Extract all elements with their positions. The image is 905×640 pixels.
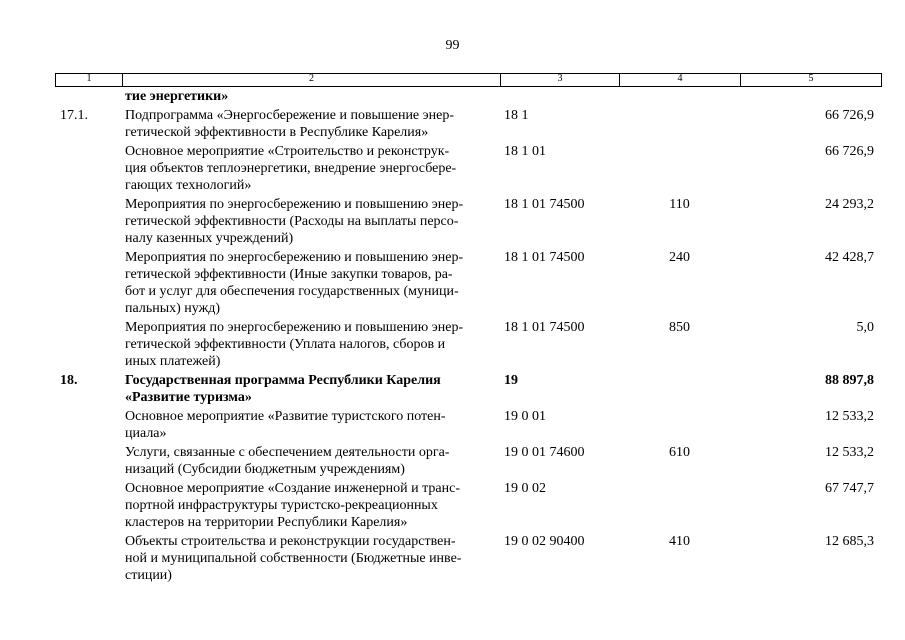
budget-table-body — [55, 88, 881, 586]
row-code: 19 0 02 — [504, 481, 546, 496]
row-expense-kind: 240 — [669, 250, 690, 265]
row-number — [55, 88, 122, 107]
row-number: 17.1. — [60, 108, 88, 123]
row-name: Мероприятия по энергосбережению и повышению энер- гетической эффективности (Расходы на выплаты персо- налу казенных учреждений) — [125, 197, 464, 246]
row-name: Основное мероприятие «Создание инженерной и транс- портной инфраструктуры туристско-рекреационных кластеров на территории Республики Карелия» — [125, 481, 461, 530]
row-amount: 88 897,8 — [825, 373, 874, 388]
row-name: Мероприятия по энергосбережению и повышению энер- гетической эффективности (Уплата налогов, сборов и иных платежей) — [125, 320, 464, 369]
row-expense-kind: 850 — [669, 320, 690, 335]
row-name: Основное мероприятие «Развитие туристского потен- циала» — [125, 409, 446, 441]
row-expense-kind — [619, 408, 740, 444]
row-expense-kind — [619, 107, 740, 143]
row-name: тие энергетики» — [125, 89, 229, 104]
table-row — [55, 143, 881, 196]
table-row — [55, 196, 881, 249]
row-amount: 12 533,2 — [825, 445, 874, 460]
row-amount: 66 726,9 — [825, 108, 874, 123]
row-code: 18 1 01 74500 — [504, 250, 585, 265]
table-row — [55, 444, 881, 480]
header-col-1: 1 — [56, 74, 123, 87]
row-number — [55, 196, 122, 249]
row-expense-kind — [619, 372, 740, 408]
header-col-4: 4 — [620, 74, 741, 87]
row-number — [55, 533, 122, 586]
row-number — [55, 444, 122, 480]
page-number: 99 — [445, 38, 460, 53]
row-code: 19 — [504, 373, 518, 388]
table-row — [55, 372, 881, 408]
row-code: 19 0 01 — [504, 409, 546, 424]
row-code — [500, 88, 619, 107]
row-number — [55, 319, 122, 372]
row-expense-kind — [619, 480, 740, 533]
row-name: Подпрограмма «Энергосбережение и повышение энер- гетической эффективности в Республике Карелия» — [125, 108, 455, 140]
column-number-header — [55, 73, 882, 87]
row-name: Мероприятия по энергосбережению и повышению энер- гетической эффективности (Иные закупки товаров, ра- бот и услуг для обеспечения государственных (муници- пальных) нужд) — [125, 250, 464, 316]
table-row — [55, 319, 881, 372]
header-col-5: 5 — [741, 74, 882, 87]
table-row — [55, 533, 881, 586]
row-code: 19 0 01 74600 — [504, 445, 585, 460]
row-code: 18 1 01 — [504, 144, 546, 159]
row-expense-kind: 110 — [669, 197, 690, 212]
row-expense-kind — [619, 143, 740, 196]
row-amount: 5,0 — [856, 320, 874, 335]
table-row — [55, 249, 881, 319]
row-name: Государственная программа Республики Карелия «Развитие туризма» — [125, 373, 441, 405]
row-amount — [740, 88, 881, 107]
row-expense-kind: 410 — [669, 534, 690, 549]
table-row — [55, 408, 881, 444]
row-amount: 67 747,7 — [825, 481, 874, 496]
row-expense-kind: 610 — [669, 445, 690, 460]
row-amount: 12 533,2 — [825, 409, 874, 424]
row-name: Основное мероприятие «Строительство и реконструк- ция объектов теплоэнергетики, внедрение энергосбере- гающих технологий» — [125, 144, 457, 193]
header-col-2: 2 — [123, 74, 501, 87]
table-row — [55, 88, 881, 107]
budget-table — [55, 88, 881, 586]
row-amount: 12 685,3 — [825, 534, 874, 549]
row-name: Объекты строительства и реконструкции государствен- ной и муниципальной собственности (Бюджетные инве- стиции) — [125, 534, 462, 583]
table-row — [55, 107, 881, 143]
row-code: 18 1 01 74500 — [504, 320, 585, 335]
row-amount: 24 293,2 — [825, 197, 874, 212]
row-code: 19 0 02 90400 — [504, 534, 585, 549]
row-number — [55, 480, 122, 533]
row-code: 18 1 — [504, 108, 529, 123]
header-col-3: 3 — [501, 74, 620, 87]
table-row — [55, 480, 881, 533]
row-name: Услуги, связанные с обеспечением деятельности орга- низаций (Субсидии бюджетным учреждениям) — [125, 445, 450, 477]
row-amount: 66 726,9 — [825, 144, 874, 159]
row-number: 18. — [60, 373, 78, 388]
row-number — [55, 143, 122, 196]
row-amount: 42 428,7 — [825, 250, 874, 265]
row-expense-kind — [619, 88, 740, 107]
row-number — [55, 408, 122, 444]
row-number — [55, 249, 122, 319]
row-code: 18 1 01 74500 — [504, 197, 585, 212]
